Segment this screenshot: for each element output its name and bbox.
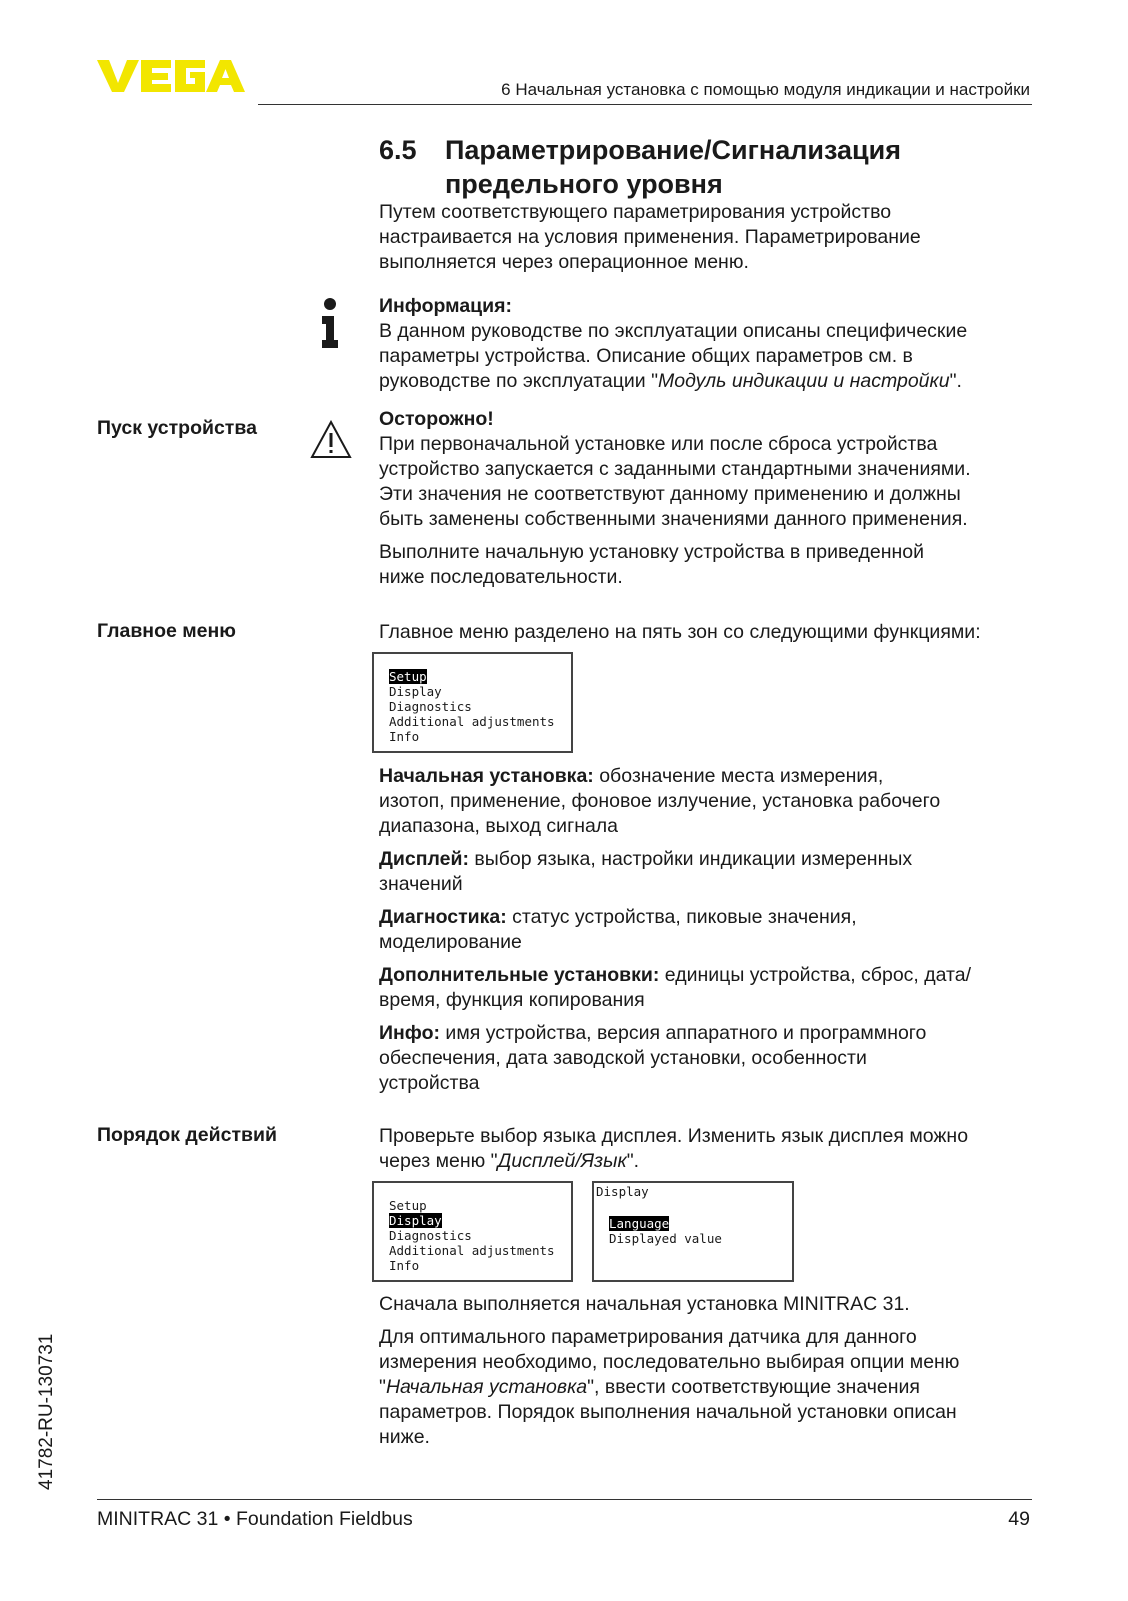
procedure-line — [379, 1375, 1039, 1400]
menu-descriptions — [379, 764, 1039, 1096]
lcd-display-submenu — [592, 1181, 794, 1282]
main-menu-text: Главное меню разделено на пять зон со следующими функциями: — [379, 621, 981, 643]
info-block — [379, 294, 1039, 394]
desc-setup-label: Начальная установка: — [379, 765, 594, 787]
procedure-line: Для оптимального параметрирования датчика для данного — [379, 1326, 917, 1348]
desc-text: моделирование — [379, 931, 522, 953]
header-divider — [258, 104, 1032, 105]
side-label-main-menu: Главное меню — [97, 620, 236, 642]
intro-line: Путем соответствующего параметрирования устройство — [379, 201, 892, 223]
desc-text: обозначение места измерения, — [593, 765, 884, 787]
lcd-main-menu-display-selected — [372, 1181, 573, 1282]
vega-logo — [97, 56, 247, 96]
lcd-menu-item-info: Info — [389, 729, 420, 744]
lcd-menu-item-setup: Setup — [389, 669, 427, 684]
info-manual-reference: Модуль индикации и настройки — [658, 370, 950, 392]
lcd-submenu-title: Display — [596, 1184, 649, 1199]
page-number: 49 — [1008, 1508, 1030, 1530]
lcd-menu-item-diagnostics: Diagnostics — [389, 1228, 472, 1243]
procedure-line: Сначала выполняется начальная установка MINITRAC 31. — [379, 1293, 910, 1315]
procedure-text: ". — [626, 1150, 640, 1172]
lcd-menu-item-display: Display — [389, 684, 442, 699]
desc-additional-line — [379, 963, 1039, 988]
desc-text: выбор языка, настройки индикации измеренных — [468, 848, 913, 870]
desc-text: устройства — [379, 1072, 480, 1094]
lcd-submenu-item — [609, 1216, 792, 1231]
desc-text: время, функция копирования — [379, 989, 645, 1011]
section-title-line1: Параметрирование/Сигнализация — [445, 135, 901, 165]
info-line — [379, 369, 1039, 394]
info-text: руководстве по эксплуатации " — [379, 370, 658, 392]
desc-info-line — [379, 1021, 1039, 1046]
side-label-startup: Пуск устройства — [97, 417, 257, 439]
desc-text: имя устройства, версия аппаратного и программного — [440, 1022, 927, 1044]
procedure-after — [379, 1292, 1039, 1450]
lcd-submenu-item-displayed-value: Displayed value — [609, 1231, 722, 1246]
lcd-menu-item-diagnostics: Diagnostics — [389, 699, 472, 714]
intro-paragraph — [379, 200, 1039, 275]
section-title-line2: предельного уровня — [445, 169, 723, 199]
desc-text: изотоп, применение, фоновое излучение, установка рабочего — [379, 790, 941, 812]
procedure-text: " — [379, 1376, 386, 1398]
footer-divider — [97, 1499, 1032, 1500]
info-line: параметры устройства. Описание общих параметров см. в — [379, 345, 913, 367]
lcd-menu-item-additional: Additional adjustments — [389, 1243, 555, 1258]
warning-block — [379, 407, 1039, 590]
desc-setup-line — [379, 764, 1039, 789]
desc-display-line — [379, 847, 1039, 872]
intro-line: выполняется через операционное меню. — [379, 251, 749, 273]
desc-text: статус устройства, пиковые значения, — [506, 906, 857, 928]
section-number: 6.5 — [379, 135, 417, 165]
desc-text: диапазона, выход сигнала — [379, 815, 619, 837]
info-line: В данном руководстве по эксплуатации описаны специфические — [379, 320, 968, 342]
warning-heading: Осторожно! — [379, 408, 494, 430]
procedure-intro — [379, 1124, 1039, 1174]
info-icon — [318, 296, 342, 350]
procedure-menu-reference: Начальная установка — [385, 1376, 588, 1398]
procedure-line: Проверьте выбор языка дисплея. Изменить язык дисплея можно — [379, 1125, 969, 1147]
procedure-text: через меню " — [379, 1150, 498, 1172]
desc-additional-label: Дополнительные установки: — [379, 964, 660, 986]
document-id: 41782-RU-130731 — [36, 1333, 57, 1490]
info-heading: Информация: — [379, 295, 513, 317]
procedure-text: ", ввести соответствующие значения — [587, 1376, 920, 1398]
chapter-header: 6 Начальная установка с помощью модуля индикации и настройки — [501, 80, 1030, 99]
warning-icon — [310, 420, 352, 460]
desc-diag-label: Диагностика: — [379, 906, 507, 928]
warning-line: ниже последовательности. — [379, 566, 623, 588]
info-text: ". — [949, 370, 962, 392]
desc-diag-line — [379, 905, 1039, 930]
procedure-line — [379, 1149, 1039, 1174]
lcd-menu-item-info: Info — [389, 1258, 420, 1273]
section-title — [379, 133, 901, 201]
lcd-menu-item — [389, 1213, 571, 1228]
desc-display-label: Дисплей: — [379, 848, 469, 870]
lcd-submenu-item-language: Language — [609, 1216, 670, 1231]
warning-line: Выполните начальную установку устройства в приведенной — [379, 541, 925, 563]
desc-text: единицы устройства, сброс, дата/ — [659, 964, 972, 986]
procedure-line: ниже. — [379, 1426, 430, 1448]
procedure-menu-path: Дисплей/Язык — [497, 1150, 627, 1172]
lcd-menu-item-additional: Additional adjustments — [389, 714, 555, 729]
intro-line: настраивается на условия применения. Параметрирование — [379, 226, 921, 248]
warning-line: При первоначальной установке или после сброса устройства — [379, 433, 938, 455]
warning-line: Эти значения не соответствуют данному применению и должны — [379, 483, 961, 505]
side-label-procedure: Порядок действий — [97, 1124, 277, 1146]
desc-info-label: Инфо: — [379, 1022, 441, 1044]
footer-product: MINITRAC 31 • Foundation Fieldbus — [97, 1508, 413, 1530]
lcd-menu-item-display: Display — [389, 1213, 442, 1228]
warning-line: устройство запускается с заданными стандартными значениями. — [379, 458, 971, 480]
warning-line: быть заменены собственными значениями данного применения. — [379, 508, 968, 530]
lcd-menu-item — [389, 669, 571, 684]
procedure-line: параметров. Порядок выполнения начальной установки описан — [379, 1401, 957, 1423]
lcd-menu-item-setup: Setup — [389, 1198, 427, 1213]
desc-text: обеспечения, дата заводской установки, особенности — [379, 1047, 867, 1069]
procedure-line: измерения необходимо, последовательно выбирая опции меню — [379, 1351, 960, 1373]
lcd-main-menu — [372, 652, 573, 753]
desc-text: значений — [379, 873, 463, 895]
